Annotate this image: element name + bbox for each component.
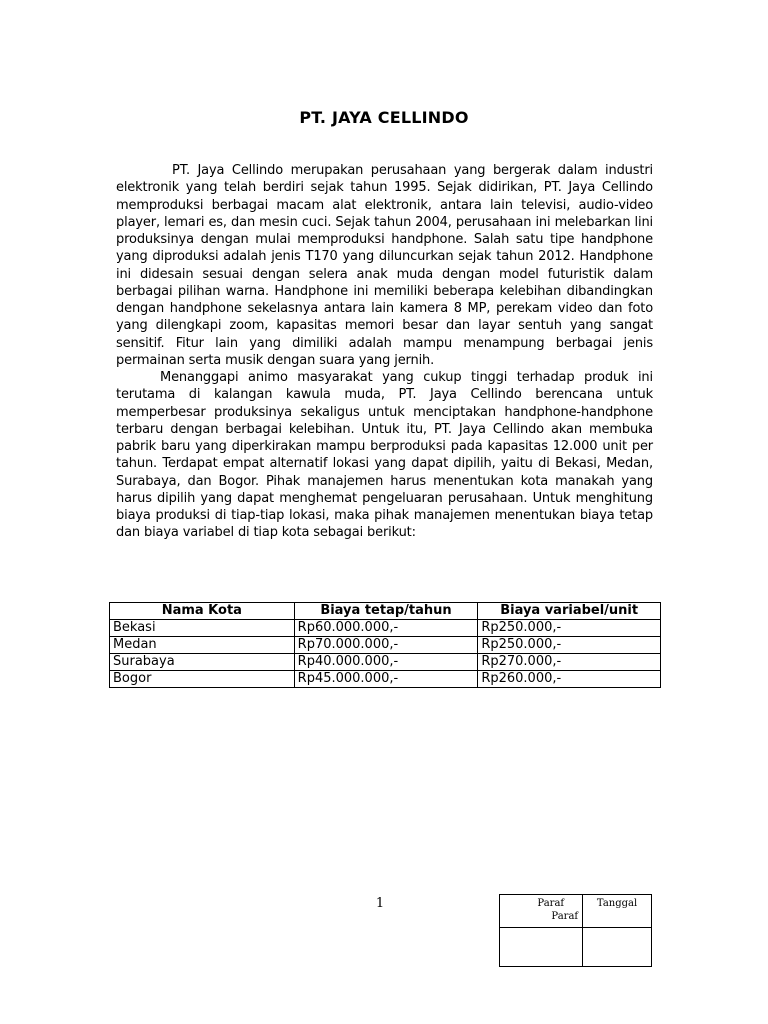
cell-city: Bogor xyxy=(110,671,295,688)
cell-city: Surabaya xyxy=(110,654,295,671)
document-title: PT. JAYA CELLINDO xyxy=(299,108,469,127)
cell-fixed-cost: Rp45.000.000,- xyxy=(294,671,478,688)
cell-variable-cost: Rp270.000,- xyxy=(478,654,661,671)
table-row xyxy=(110,654,661,671)
table-row xyxy=(110,620,661,637)
paraf-label-2: Paraf xyxy=(551,911,579,922)
document-body xyxy=(116,162,653,542)
tanggal-field xyxy=(583,928,652,967)
cell-fixed-cost: Rp70.000.000,- xyxy=(294,637,478,654)
cell-fixed-cost: Rp40.000.000,- xyxy=(294,654,478,671)
table-row xyxy=(110,671,661,688)
table-header-row xyxy=(110,603,661,620)
page-number: 1 xyxy=(375,896,385,911)
cell-variable-cost: Rp260.000,- xyxy=(478,671,661,688)
header-biaya-tetap: Biaya tetap/tahun xyxy=(294,603,478,620)
sign-box xyxy=(499,894,652,967)
paragraph-2: Menanggapi animo masyarakat yang cukup tinggi terhadap produk ini terutama di kalangan kawula muda, PT. Jaya Cellindo berencana untuk memperbesar produksinya sekaligus untuk menciptakan handphone-handphone terbaru dengan berbagai kelebihan. Untuk itu, PT. Jaya Cellindo akan membuka pabrik baru yang diperkirakan mampu berproduksi pada kapasitas 12.000 unit per tahun. Terdapat empat alternatif lokasi yang dapat dipilih, yaitu di Bekasi, Medan, Surabaya, dan Bogor. Pihak manajemen harus menentukan kota manakah yang harus dipilih yang dapat menghemat pengeluaran perusahaan. Untuk menghitung biaya produksi di tiap-tiap lokasi, maka pihak manajemen menentukan biaya tetap dan biaya variabel di tiap kota sebagai berikut: xyxy=(116,370,653,541)
cost-table xyxy=(109,602,661,688)
table-row xyxy=(110,637,661,654)
tanggal-header: Tanggal xyxy=(583,895,652,928)
header-biaya-variabel: Biaya variabel/unit xyxy=(478,603,661,620)
paragraph-1: PT. Jaya Cellindo merupakan perusahaan yang bergerak dalam industri elektronik yang telah berdiri sejak tahun 1995. Sejak didirikan, PT. Jaya Cellindo memproduksi berbagai macam alat elektronik, antara lain televisi, audio-video player, lemari es, dan mesin cuci. Sejak tahun 2004, perusahaan ini melebarkan lini produksinya dengan mulai memproduksi handphone. Salah satu tipe handphone yang diproduksi adalah jenis T170 yang diluncurkan sejak tahun 2012. Handphone ini didesain sesuai dengan selera anak muda dengan model futuristik dalam berbagai pilihan warna. Handphone ini memiliki beberapa kelebihan dibandingkan dengan handphone sekelasnya antara lain kamera 8 MP, perekam video dan foto yang dilengkapi zoom, kapasitas memori besar dan layar sentuh yang sangat sensitif. Fitur lain yang dimiliki adalah mampu menampung berbagai jenis permainan serta musik dengan suara yang jernih. xyxy=(116,163,653,368)
cell-city: Bekasi xyxy=(110,620,295,637)
cell-variable-cost: Rp250.000,- xyxy=(478,620,661,637)
header-nama-kota: Nama Kota xyxy=(110,603,295,620)
cell-fixed-cost: Rp60.000.000,- xyxy=(294,620,478,637)
cell-variable-cost: Rp250.000,- xyxy=(478,637,661,654)
paraf-label: Paraf xyxy=(537,898,565,909)
paraf-header xyxy=(500,895,583,928)
paraf-field xyxy=(500,928,583,967)
cell-city: Medan xyxy=(110,637,295,654)
